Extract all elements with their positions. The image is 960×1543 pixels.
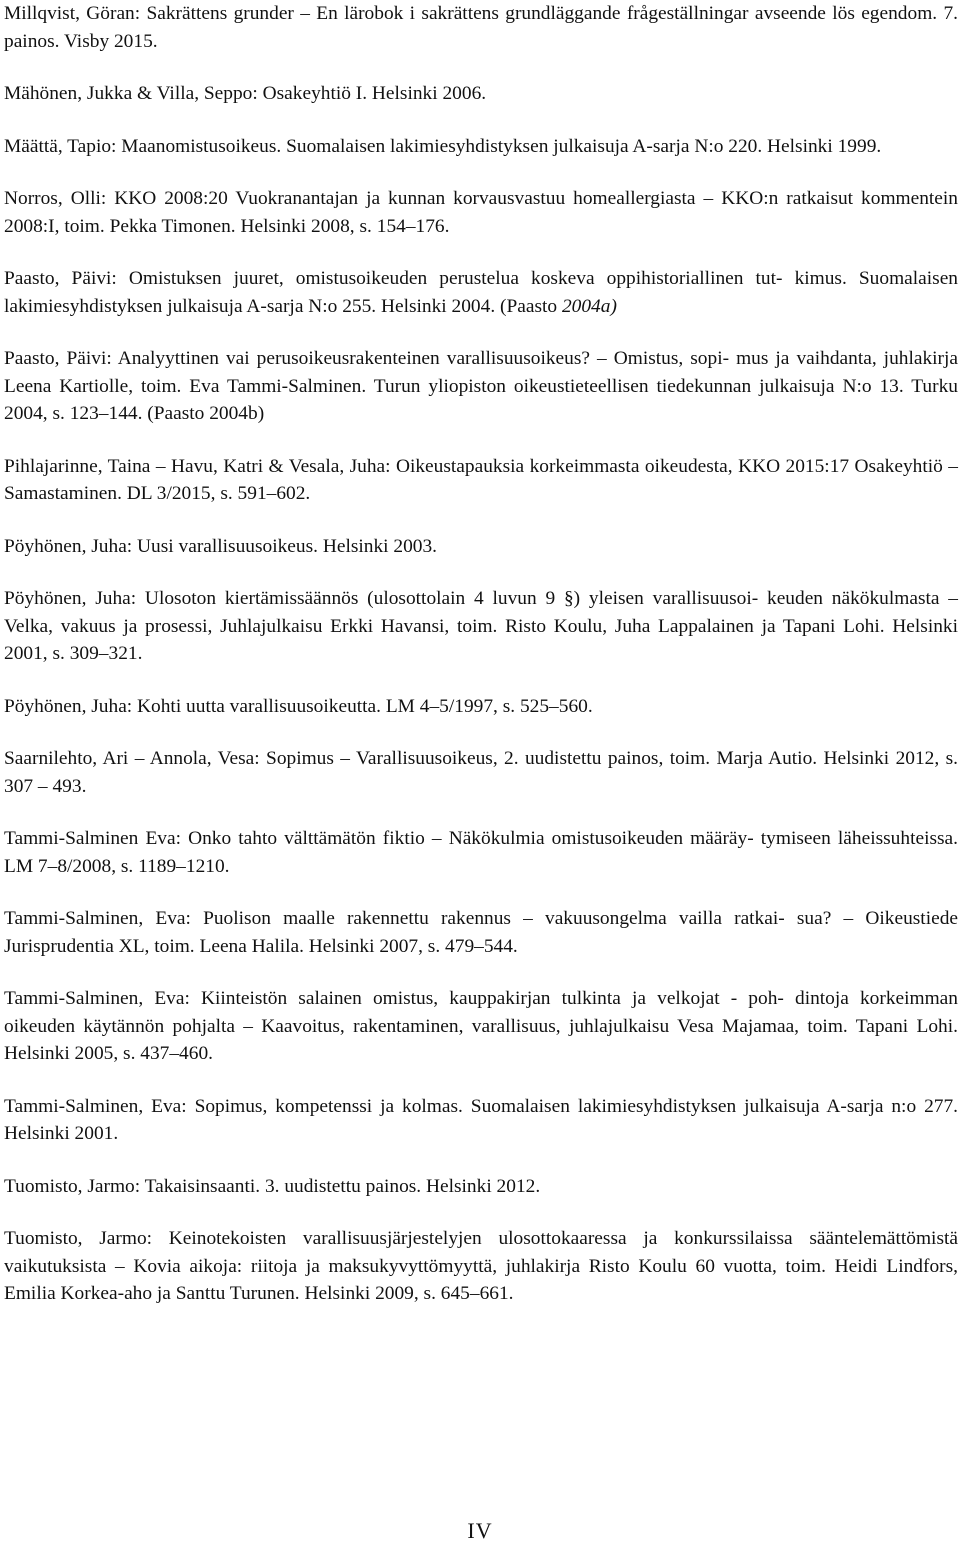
reference-line: avseende lös egendom. 7. painos. Visby 2015. <box>4 3 958 52</box>
reference-item-poyhonen-1997 <box>4 693 958 721</box>
reference-line: dintoja korkeimman oikeuden käytännön pohjalta – Kaavoitus, rakentaminen, varallisuus, <box>4 988 958 1037</box>
reference-item-poyhonen-2001 <box>4 585 958 668</box>
reference-item-tammi-salminen-2008 <box>4 825 958 880</box>
reference-line: 2009, s. 645–661. <box>375 1283 514 1304</box>
reference-item-tammi-salminen-2007 <box>4 905 958 960</box>
reference-item-tammi-salminen-2001 <box>4 1093 958 1148</box>
reference-line: Tuomisto, Jarmo: Keinotekoisten varallisuusjärjestelyjen ulosottokaaressa ja konkurssilaissa <box>4 1228 793 1249</box>
reference-line: Tammi-Salminen, Eva: Puolison maalle rakennettu rakennus – vakuusongelma vailla ratkai- <box>4 908 785 929</box>
page-number: IV <box>467 1518 493 1543</box>
reference-item-norros <box>4 185 958 240</box>
reference-item-poyhonen-2003 <box>4 533 958 561</box>
reference-item-pihlajarinne <box>4 453 958 508</box>
reference-line: Tammi-Salminen, Eva: Sopimus, kompetenssi ja kolmas. Suomalaisen lakimiesyhdistyksen <box>4 1095 737 1117</box>
reference-list <box>4 0 958 1333</box>
reference-line: sääntelemättömistä vaikutuksista – Kovia aikoja: riitoja ja maksukyvyttömyyttä, juhlakirja <box>4 1228 958 1277</box>
reference-line: sua? – Oikeustiede Jurisprudentia XL, toim. Leena Halila. Helsinki 2007, s. 479–544. <box>4 908 958 957</box>
reference-line: Pöyhönen, Juha: Uusi varallisuusoikeus. Helsinki 2003. <box>4 535 438 557</box>
reference-line: Määttä, Tapio: Maanomistusoikeus. Suomalaisen lakimiesyhdistyksen julkaisuja A-sarja N:o <box>4 135 724 157</box>
reference-item-millqvist <box>4 0 958 55</box>
reference-line: Tammi-Salminen, Eva: Kiinteistön salainen omistus, kauppakirjan tulkinta ja velkojat - poh- <box>4 988 784 1009</box>
reference-line: Paasto, Päivi: Analyyttinen vai perusoikeusrakenteinen varallisuusoikeus? – Omistus, sopi- <box>4 348 730 369</box>
reference-line: Mähönen, Jukka & Villa, Seppo: Osakeyhtiö I. Helsinki 2006. <box>4 83 487 104</box>
reference-item-maatta <box>4 133 958 161</box>
reference-line: julkaisuja A-sarja n:o 277. Helsinki 2001. <box>4 1095 958 1144</box>
reference-line: KKO:n ratkaisut kommentein 2008:I, toim. Pekka Timonen. Helsinki 2008, s. 154–176. <box>4 188 958 237</box>
reference-line: oikeustieteellisen tiedekunnan julkaisuja N:o 13. Turku 2004, s. 123–144. (Paasto 2004b) <box>4 375 958 424</box>
reference-item-tammi-salminen-2005 <box>4 985 958 1068</box>
reference-line: Millqvist, Göran: Sakrättens grunder – En lärobok i sakrättens grundläggande frågeställningar <box>4 3 749 24</box>
reference-line: kimus. Suomalaisen lakimiesyhdistyksen julkaisuja A-sarja N:o 255. Helsinki 2004. (Paasto <box>4 268 958 317</box>
reference-line: keuden näkökulmasta – Velka, vakuus ja prosessi, Juhlajulkaisu Erkki Havansi, toim. Risto <box>4 588 958 637</box>
reference-line: 2004a) <box>561 295 617 317</box>
reference-line: Koulu, Juha Lappalainen ja Tapani Lohi. Helsinki 2001, s. 309–321. <box>4 615 958 664</box>
reference-item-paasto-2004b <box>4 345 958 428</box>
reference-line: Pöyhönen, Juha: Ulosoton kiertämissäännös (ulosottolain 4 luvun 9 §) yleisen varallisuusoi- <box>4 588 759 609</box>
reference-line: Risto Koulu 60 vuotta, toim. Heidi Lindfors, Emilia Korkea-aho ja Santtu Turunen. Helsinki <box>4 1255 958 1304</box>
reference-line: Tuomisto, Jarmo: Takaisinsaanti. 3. uudistettu painos. Helsinki 2012. <box>4 1175 541 1197</box>
reference-line: mus ja vaihdanta, juhlakirja Leena Kartiolle, toim. Eva Tammi-Salminen. Turun yliopiston <box>4 348 958 397</box>
reference-line: KKO 2015:17 Osakeyhtiö – Samastaminen. DL 3/2015, s. 591–602. <box>4 455 958 504</box>
reference-item-tuomisto-2012 <box>4 1173 958 1201</box>
reference-line: 220. Helsinki 1999. <box>728 135 882 157</box>
reference-line: Paasto, Päivi: Omistuksen juuret, omistusoikeuden perustelua koskeva oppihistoriallinen tut- <box>4 268 783 289</box>
reference-line: Tammi-Salminen Eva: Onko tahto välttämätön fiktio – Näkökulmia omistusoikeuden määräy- <box>4 828 754 849</box>
reference-item-mahonen <box>4 80 958 108</box>
reference-line: Marja Autio. Helsinki 2012, s. 307 – 493. <box>4 748 958 797</box>
reference-item-saarnilehto <box>4 745 958 800</box>
reference-line: juhlajulkaisu Vesa Majamaa, toim. Tapani Lohi. Helsinki 2005, s. 437–460. <box>4 1015 958 1064</box>
reference-line: Saarnilehto, Ari – Annola, Vesa: Sopimus – Varallisuusoikeus, 2. uudistettu painos, toim. <box>4 748 711 769</box>
reference-line: Norros, Olli: KKO 2008:20 Vuokranantajan ja kunnan korvausvastuu homeallergiasta – <box>4 188 714 209</box>
reference-item-paasto-2004a <box>4 265 958 320</box>
reference-item-tuomisto-2009 <box>4 1225 958 1308</box>
reference-line: tymiseen läheissuhteissa. LM 7–8/2008, s. 1189–1210. <box>4 828 958 877</box>
reference-line: Pöyhönen, Juha: Kohti uutta varallisuusoikeutta. LM 4–5/1997, s. 525–560. <box>4 695 593 717</box>
reference-line: Pihlajarinne, Taina – Havu, Katri & Vesala, Juha: Oikeustapauksia korkeimmasta oikeudesta, <box>4 455 733 477</box>
